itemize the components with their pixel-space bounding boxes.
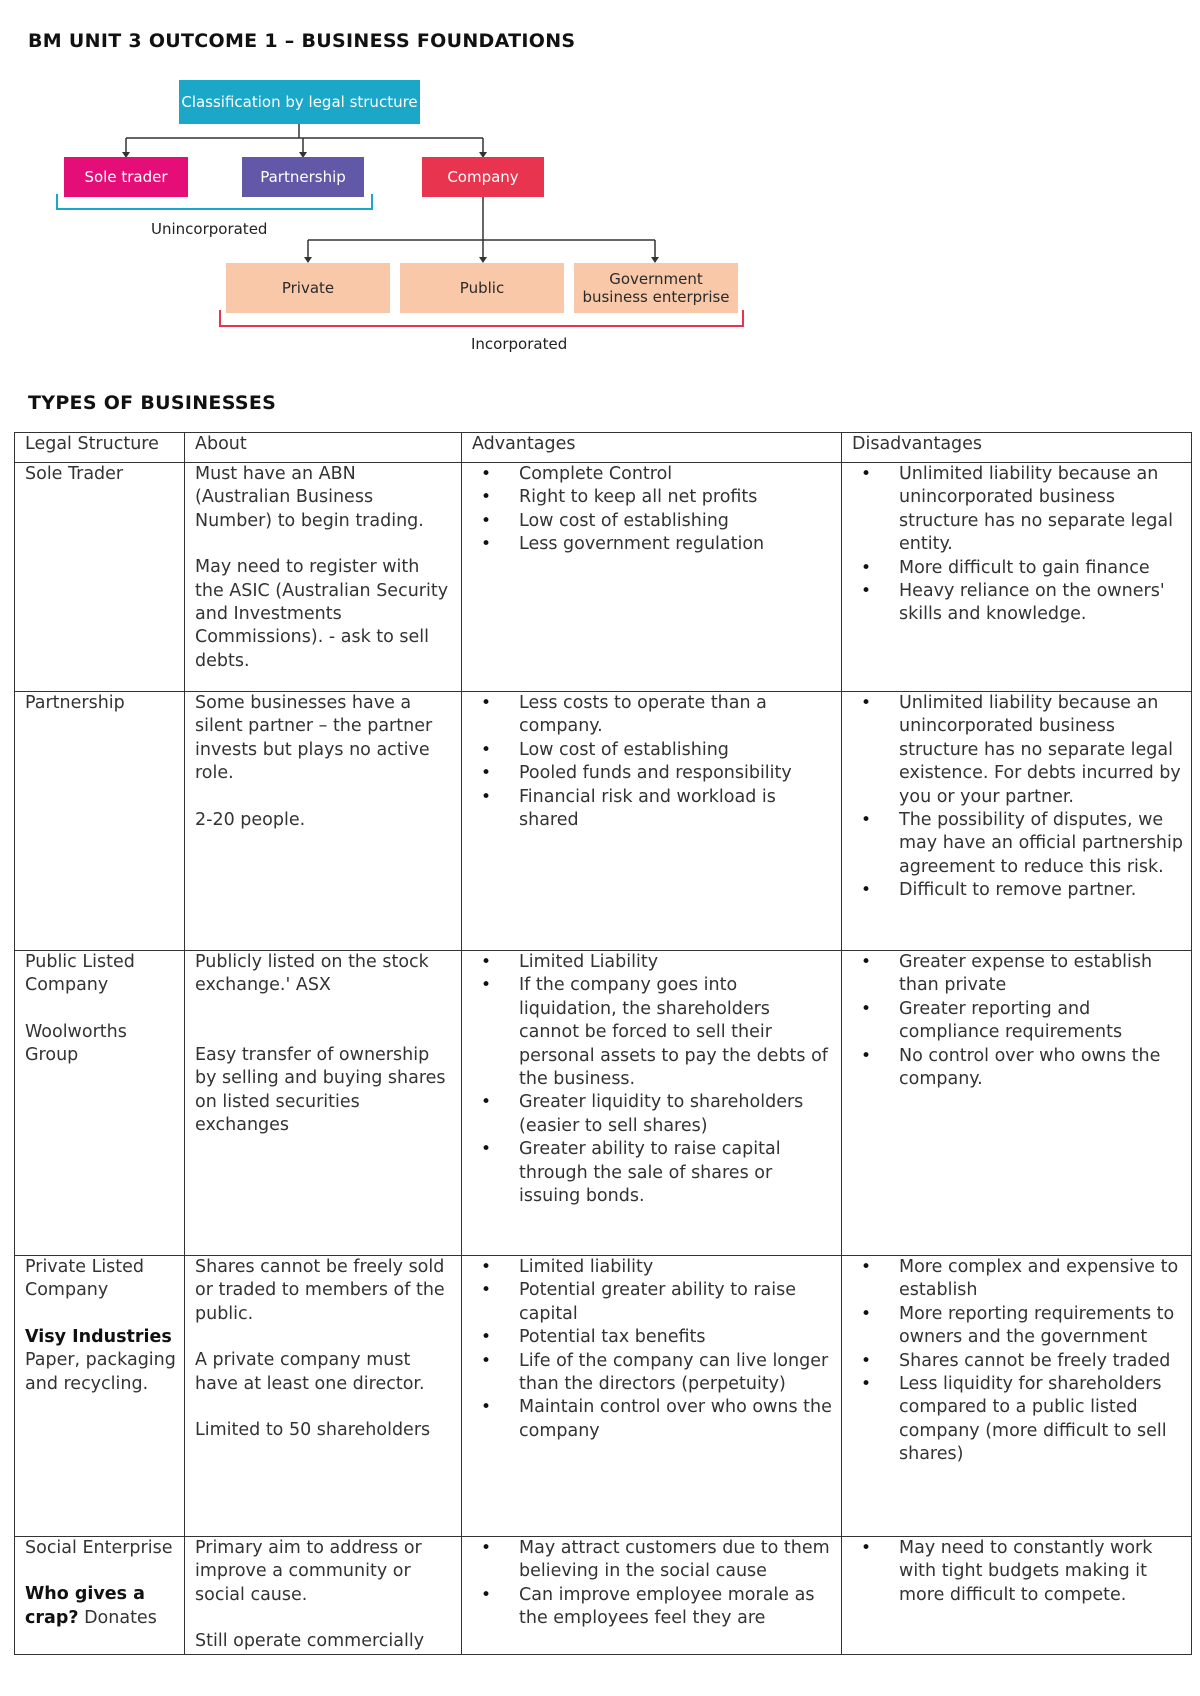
structure-cell (15, 692, 185, 951)
advantage-item: • Complete Control (519, 463, 833, 486)
public-box: Public (400, 263, 564, 313)
about-text: Still operate commercially (195, 1631, 425, 1652)
structure-name: Partnership (25, 693, 125, 713)
advantage-item: • Limited liability (519, 1256, 833, 1279)
advantages-cell (462, 463, 842, 692)
header-disadvantages: Disadvantages (842, 433, 1192, 463)
table-header-row (15, 433, 1192, 463)
structure-cell (15, 1537, 185, 1655)
structure-cell (15, 951, 185, 1256)
disadvantage-item: • The possibility of disputes, we may have an official partnership agreement to reduce this risk. (899, 809, 1183, 879)
gbe-line-1: Government (609, 270, 703, 288)
advantage-item: • Low cost of establishing (519, 739, 833, 762)
advantage-item: • Less government regulation (519, 533, 833, 556)
advantage-item: • Financial risk and workload is shared (519, 786, 833, 833)
table-row (15, 463, 1192, 692)
example-company-name: Visy Industries (25, 1326, 172, 1347)
gbe-line-2: business enterprise (582, 288, 730, 306)
about-cell (185, 951, 462, 1256)
about-cell (185, 1537, 462, 1655)
about-text: Must have an ABN (Australian Business Number) to begin trading. (195, 464, 424, 531)
about-text: Primary aim to address or improve a community or social cause. (195, 1538, 422, 1605)
table-row (15, 692, 1192, 951)
advantage-item: • Pooled funds and responsibility (519, 762, 833, 785)
about-text: Some businesses have a silent partner – the partner invests but plays no active role. (195, 693, 433, 784)
advantage-item: • May attract customers due to them believing in the social cause (519, 1537, 833, 1584)
partnership-box: Partnership (242, 157, 364, 197)
structure-example-note: Paper, packaging and recycling. (25, 1350, 176, 1394)
about-text: A private company must have at least one director. (195, 1350, 425, 1394)
about-text: Easy transfer of ownership by selling and buying shares on listed securities exchanges (195, 1044, 446, 1136)
advantage-item: • Low cost of establishing (519, 510, 833, 533)
private-box: Private (226, 263, 390, 313)
advantage-item: • Can improve employee morale as the employees feel they are (519, 1584, 833, 1631)
disadvantages-cell (842, 692, 1192, 951)
disadvantage-item: • No control over who owns the company. (899, 1045, 1183, 1092)
disadvantage-item: • Unlimited liability because an unincorporated business structure has no separate legal entity. (899, 463, 1183, 557)
table-row (15, 1256, 1192, 1537)
disadvantage-item: • Greater expense to establish than private (899, 951, 1183, 998)
disadvantage-item: • Heavy reliance on the owners' skills and knowledge. (899, 580, 1183, 627)
about-text: Publicly listed on the stock exchange.' ASX (195, 952, 429, 996)
about-text: Limited to 50 shareholders (195, 1420, 431, 1441)
business-types-table (14, 432, 1192, 1655)
structure-name: Public Listed Company (25, 952, 135, 996)
advantage-item: • If the company goes into liquidation, the shareholders cannot be forced to sell their personal assets to pay the debts of the business. (519, 974, 833, 1091)
advantage-item: • Greater ability to raise capital through the sale of shares or issuing bonds. (519, 1138, 833, 1208)
header-advantages: Advantages (462, 433, 842, 463)
disadvantage-item: • Difficult to remove partner. (899, 879, 1183, 902)
disadvantages-cell (842, 1256, 1192, 1537)
incorporated-label: Incorporated (471, 335, 568, 353)
unincorporated-label: Unincorporated (151, 220, 268, 238)
structure-cell (15, 1256, 185, 1537)
advantage-item: • Potential greater ability to raise capital (519, 1279, 833, 1326)
about-text: May need to register with the ASIC (Australian Security and Investments Commissions). - ask to sell debts. (195, 557, 449, 671)
disadvantage-item: • More complex and expensive to establish (899, 1256, 1183, 1303)
structure-example (25, 1583, 176, 1630)
advantage-item: • Right to keep all net profits (519, 486, 833, 509)
advantage-item: • Potential tax benefits (519, 1326, 833, 1349)
disadvantage-item: • Greater reporting and compliance requirements (899, 998, 1183, 1045)
disadvantages-cell (842, 951, 1192, 1256)
advantage-item: • Maintain control over who owns the company (519, 1396, 833, 1443)
structure-example-note: Donates (84, 1607, 157, 1628)
structure-name: Private Listed Company (25, 1257, 145, 1301)
about-cell (185, 692, 462, 951)
about-cell (185, 1256, 462, 1537)
disadvantage-item: • More reporting requirements to owners and the government (899, 1303, 1183, 1350)
advantages-cell (462, 951, 842, 1256)
structure-example: Woolworths Group (25, 1021, 127, 1066)
disadvantage-item: • May need to constantly work with tight budgets making it more difficult to compete. (899, 1537, 1183, 1607)
about-text: Shares cannot be freely sold or traded to members of the public. (195, 1257, 445, 1324)
disadvantages-cell (842, 1537, 1192, 1655)
header-about: About (185, 433, 462, 463)
document-title: BM UNIT 3 OUTCOME 1 – BUSINESS FOUNDATIONS (28, 30, 576, 52)
classification-box: Classification by legal structure (179, 80, 420, 124)
advantage-item: • Less costs to operate than a company. (519, 692, 833, 739)
table-row (15, 1537, 1192, 1655)
table-row (15, 951, 1192, 1256)
advantage-item: • Life of the company can live longer than the directors (perpetuity) (519, 1350, 833, 1397)
structure-example (25, 1326, 176, 1349)
types-title: TYPES OF BUSINESSES (28, 392, 277, 414)
header-legal-structure: Legal Structure (15, 433, 185, 463)
about-cell (185, 463, 462, 692)
disadvantage-item: • Unlimited liability because an unincorporated business structure has no separate legal existence. For debts incurred by you or your partner. (899, 692, 1183, 809)
company-box: Company (422, 157, 544, 197)
structure-cell (15, 463, 185, 692)
disadvantage-item: • Less liquidity for shareholders compared to a public listed company (more difficult to sell shares) (899, 1373, 1183, 1467)
gbe-box (574, 263, 738, 313)
structure-name: Sole Trader (25, 464, 124, 484)
disadvantage-item: • Shares cannot be freely traded (899, 1350, 1183, 1373)
disadvantage-item: • More difficult to gain finance (899, 557, 1183, 580)
advantages-cell (462, 1537, 842, 1655)
about-text: 2-20 people. (195, 809, 306, 830)
advantage-item: • Limited Liability (519, 951, 833, 974)
advantages-cell (462, 1256, 842, 1537)
legal-structure-diagram (0, 0, 800, 370)
example-company-name: Who gives a crap? (25, 1584, 145, 1628)
advantages-cell (462, 692, 842, 951)
sole-trader-box: Sole trader (64, 157, 188, 197)
advantage-item: • Greater liquidity to shareholders (easier to sell shares) (519, 1091, 833, 1138)
disadvantages-cell (842, 463, 1192, 692)
structure-name: Social Enterprise (25, 1538, 173, 1558)
